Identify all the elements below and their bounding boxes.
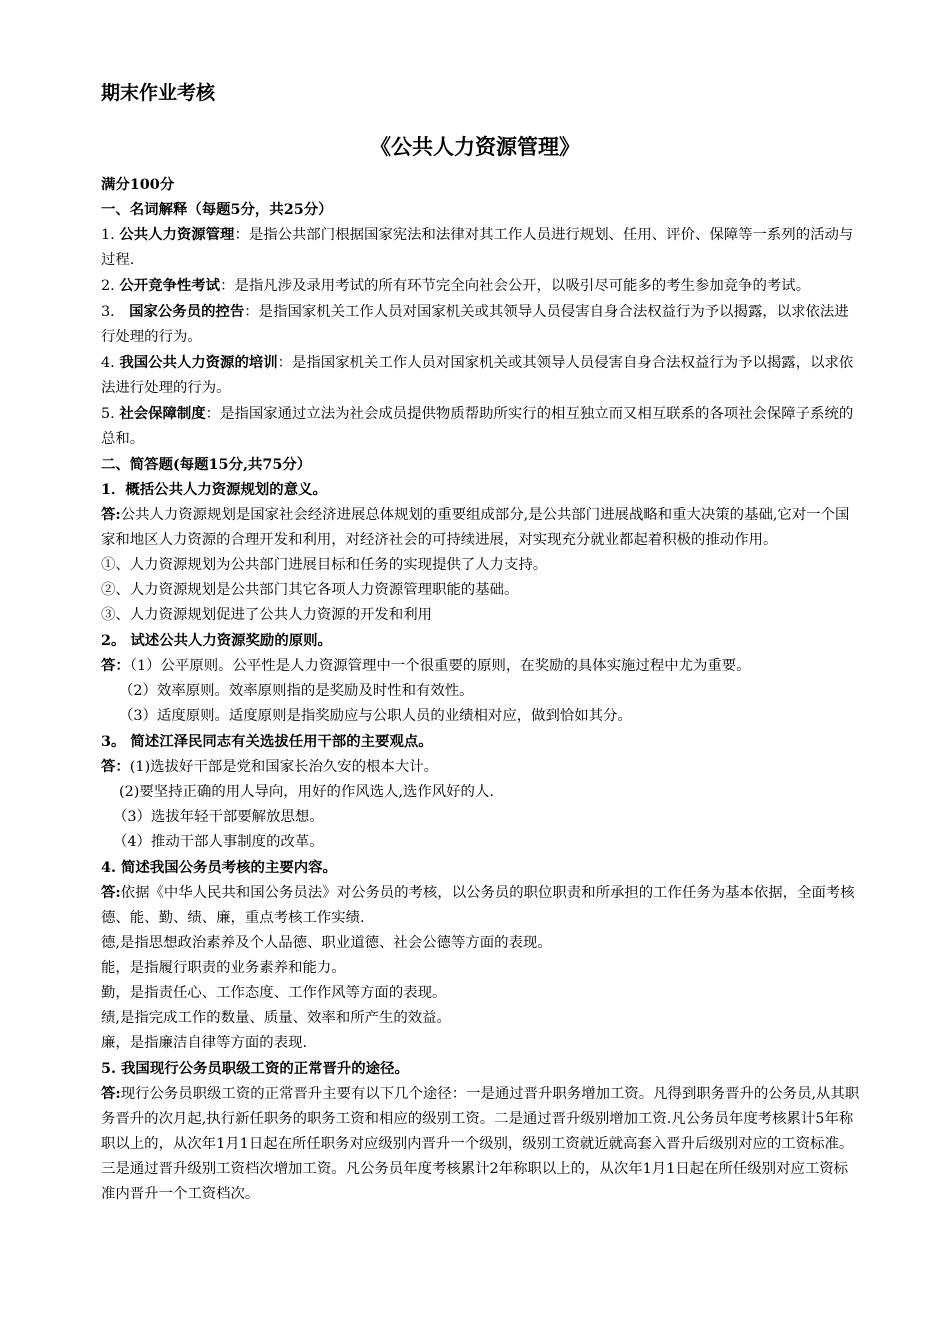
- term-name: 公共人力资源管理: [119, 226, 235, 243]
- answer-label: 答：: [101, 758, 130, 775]
- term-name: 公开竞争性考试: [119, 277, 221, 294]
- answer-label: 答:: [101, 884, 121, 901]
- answer-4-point: 能，是指履行职责的业务素养和能力。: [101, 960, 346, 976]
- answer-4-point: 德,是指思想政治素养及个人品德、职业道德、社会公德等方面的表现。: [101, 935, 552, 951]
- answer-label: 答:: [101, 1085, 121, 1102]
- question-5: 5. 我国现行公务员职级工资的正常晋升的途径。: [101, 1060, 409, 1077]
- answer-4-point: 廉，是指廉洁自律等方面的表现.: [101, 1035, 308, 1051]
- term-definition: ：是指凡涉及录用考试的所有环节完全向社会公开，以吸引尽可能多的考生参加竞争的考试。: [220, 278, 811, 294]
- header-title: 期末作业考核: [101, 82, 216, 104]
- answer-label: 答：: [101, 657, 130, 674]
- answer-2: 答：（1）公平原则。公平性是人力资源管理中一个很重要的原则，在奖励的具体实施过程中尤为重要。: [101, 657, 751, 674]
- term-name: 国家公务员的控告: [129, 303, 245, 320]
- full-score: 满分100分: [101, 176, 175, 193]
- term-item-2: 2. 公开竞争性考试：是指凡涉及录用考试的所有环节完全向社会公开，以吸引尽可能多的考生参加竞争的考试。: [101, 277, 811, 294]
- answer-2-point: （3）适度原则。适度原则是指奖励应与公职人员的业绩相对应，做到恰如其分。: [119, 708, 632, 724]
- term-item-1: 1. 公共人力资源管理：是指公共部门根据国家宪法和法律对其工作人员进行规划、任用、评价、保障等一系列的活动与过程.: [101, 226, 854, 268]
- answer-label: 答:: [101, 506, 121, 523]
- answer-3: 答：(1)选拔好干部是党和国家长治久安的根本大计。: [101, 758, 438, 775]
- question-1: 1．概括公共人力资源规划的意义。: [101, 481, 327, 498]
- answer-1-point: ①、人力资源规划为公共部门进展目标和任务的实现提供了人力支持。: [101, 557, 548, 573]
- term-item-3: 3． 国家公务员的控告：是指国家机关工作人员对国家机关或其领导人员侵害自身合法权益行为予以揭露，以求依法进行处理的行为。: [101, 303, 849, 345]
- term-definition: ：是指国家机关工作人员对国家机关或其领导人员侵害自身合法权益行为予以揭露，以求依法进行处理的行为。: [101, 304, 849, 345]
- question-2: 2。 试述公共人力资源奖励的原则。: [101, 632, 332, 649]
- answer-3-point: （4）推动干部人事制度的改革。: [113, 834, 324, 850]
- term-name: 我国公共人力资源的培训: [119, 354, 278, 371]
- term-definition: ：是指公共部门根据国家宪法和法律对其工作人员进行规划、任用、评价、保障等一系列的活动与过程.: [101, 227, 854, 268]
- answer-3-point: （3）选拔年轻干部要解放思想。: [113, 809, 324, 825]
- answer-4-point: 勤，是指责任心、工作态度、工作作风等方面的表现。: [101, 985, 447, 1001]
- term-item-4: 4. 我国公共人力资源的培训：是指国家机关工作人员对国家机关或其领导人员侵害自身合法权益行为予以揭露，以求依法进行处理的行为。: [101, 354, 854, 396]
- section1-heading: 一、名词解释（每题5分，共25分）: [101, 201, 333, 218]
- answer-3-point: (2)要坚持正确的用人导向，用好的作风选人,选作风好的人.: [119, 784, 494, 800]
- term-definition: ：是指国家通过立法为社会成员提供物质帮助所实行的相互独立而又相互联系的各项社会保障子系统的总和。: [101, 406, 854, 447]
- question-4: 4. 简述我国公务员考核的主要内容。: [101, 859, 337, 876]
- section2-heading: 二、简答题(每题15分,共75分）: [101, 456, 312, 473]
- term-definition: ：是指国家机关工作人员对国家机关或其领导人员侵害自身合法权益行为予以揭露，以求依法进行处理的行为。: [101, 355, 854, 396]
- document-title: 《公共人力资源管理》: [370, 135, 580, 159]
- answer-1-point: ③、人力资源规划促进了公共人力资源的开发和利用: [101, 607, 432, 623]
- document-body: [101, 172, 861, 1207]
- answer-1: 答:公共人力资源规划是国家社会经济进展总体规划的重要组成部分,是公共部门进展战略和重大决策的基础,它对一个国家和地区人力资源的合理开发和利用，对经济社会的可持续进展，对实现充分就业都起着积极的推动作用。: [101, 506, 850, 548]
- answer-4-point: 绩,是指完成工作的数量、质量、效率和所产生的效益。: [101, 1010, 451, 1026]
- term-name: 社会保障制度: [119, 405, 206, 422]
- answer-2-point: （2）效率原则。效率原则指的是奖励及时性和有效性。: [119, 683, 474, 699]
- answer-5: 答:现行公务员职级工资的正常晋升主要有以下几个途径：一是通过晋升职务增加工资。凡得到职务晋升的公务员,从其职务晋升的次月起,执行新任职务的职务工资和相应的级别工资。二是通过晋升级别增加工资.凡公务员年度考核累计5年称职以上的，从次年1月1日起在所任职务对应级别内晋升一个级别，级别工资就近就高套入晋升后级别对应的工资标准。三是通过晋升级别工资档次增加工资。凡公务员年度考核累计2年称职以上的，从次年1月1日起在所任级别对应工资标准内晋升一个工资档次。: [101, 1085, 860, 1202]
- question-3: 3。 简述江泽民同志有关选拔任用干部的主要观点。: [101, 733, 433, 750]
- answer-4: 答:依据《中华人民共和国公务员法》对公务员的考核，以公务员的职位职责和所承担的工作任务为基本依据，全面考核德、能、勤、绩、廉，重点考核工作实绩.: [101, 884, 855, 926]
- answer-1-point: ②、人力资源规划是公共部门其它各项人力资源管理职能的基础。: [101, 582, 519, 598]
- term-item-5: 5. 社会保障制度：是指国家通过立法为社会成员提供物质帮助所实行的相互独立而又相互联系的各项社会保障子系统的总和。: [101, 405, 854, 447]
